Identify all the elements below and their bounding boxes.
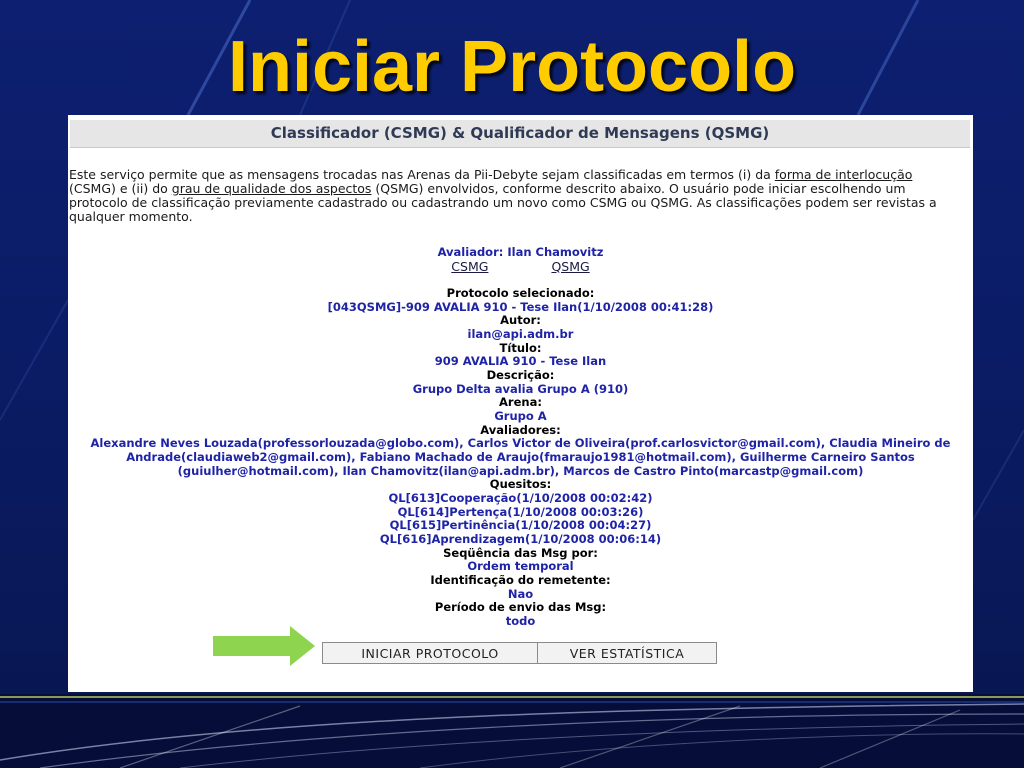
background-streak	[0, 300, 68, 420]
criteria-label: Quesitos:	[489, 477, 552, 492]
protocol-title-value: 909 AVALIA 910 - Tese Ilan	[434, 354, 607, 369]
pointer-arrow-icon	[213, 626, 315, 666]
criterion-item: QL[614]Pertença(1/10/2008 00:03:26)	[397, 504, 644, 519]
link-qsmg[interactable]: QSMG	[551, 258, 590, 274]
criterion-item: QL[613]Cooperação(1/10/2008 00:02:42)	[388, 491, 653, 506]
intro-paragraph	[69, 168, 958, 224]
sender-identification-label: Identificação do remetente:	[430, 573, 611, 588]
evaluator-name: Avaliador: Ilan Chamovitz	[437, 245, 604, 259]
author-label: Autor:	[500, 313, 541, 328]
link-grau-de-qualidade[interactable]: grau de qualidade dos aspectos	[171, 181, 372, 196]
view-statistics-button[interactable]: VER ESTATÍSTICA	[538, 642, 717, 664]
page-header: Classificador (CSMG) & Qualificador de Mensagens (QSMG)	[70, 120, 970, 148]
message-order-value: Ordem temporal	[467, 559, 574, 574]
message-period-value: todo	[505, 614, 536, 629]
author-value: ilan@api.adm.br	[467, 327, 574, 342]
evaluators-label: Avaliadores:	[480, 422, 561, 437]
link-forma-de-interlocucao[interactable]: forma de interlocução	[774, 167, 913, 182]
arena-label: Arena:	[499, 395, 542, 410]
selected-protocol-value: [043QSMG]-909 AVALIA 910 - Tese Ilan(1/10/2008 00:41:28)	[327, 299, 714, 314]
link-csmg[interactable]: CSMG	[451, 258, 489, 274]
message-period-label: Período de envio das Msg:	[434, 600, 607, 615]
arena-value: Grupo A	[494, 409, 547, 424]
message-order-label: Seqüência das Msg por:	[443, 545, 598, 560]
protocol-details	[68, 246, 973, 629]
intro-text: Este serviço permite que as mensagens trocadas nas Arenas da Pii-Debyte sejam classificadas em termos (i) da	[69, 167, 775, 182]
description-label: Descrição:	[486, 368, 555, 383]
background-streak	[973, 430, 1024, 520]
embedded-page-screenshot	[68, 115, 973, 692]
description-value: Grupo Delta avalia Grupo A (910)	[412, 381, 629, 396]
action-buttons	[322, 642, 717, 664]
protocol-title-label: Título:	[499, 340, 542, 355]
mode-links	[68, 260, 973, 274]
sender-identification-value: Nao	[507, 586, 534, 601]
intro-text: (QSMG) envolvidos, conforme descrito abaixo. O usuário pode iniciar escolhendo um protocolo de classificação previamente cadastrado ou cadastrando um novo como CSMG ou QSMG. As classificações podem ser revistas a qualquer momento.	[69, 181, 937, 224]
criterion-item: QL[615]Pertinência(1/10/2008 00:04:27)	[389, 518, 652, 533]
evaluators-list: Alexandre Neves Louzada(professorlouzada@globo.com), Carlos Victor de Oliveira(prof.carlosvictor@gmail.com), Claudia Mineiro de Andrade(claudiaweb2@gmail.com), Fabiano Machado de Araujo(fmaraujo1981@hotmail.com), Guilherme Carneiro Santos (guiulher@hotmail.com), Ilan Chamovitz(ilan@api.adm.br), Marcos de Castro Pinto(marcastp@gmail.com)	[90, 436, 951, 478]
criterion-item: QL[616]Aprendizagem(1/10/2008 00:06:14)	[379, 532, 662, 547]
arrow-shape	[213, 626, 315, 666]
slide-title: Iniciar Protocolo	[227, 27, 797, 107]
start-protocol-button[interactable]: INICIAR PROTOCOLO	[322, 642, 538, 664]
spacer	[68, 273, 973, 287]
selected-protocol-label: Protocolo selecionado:	[446, 286, 595, 300]
intro-text: (CSMG) e (ii) do	[69, 181, 172, 196]
